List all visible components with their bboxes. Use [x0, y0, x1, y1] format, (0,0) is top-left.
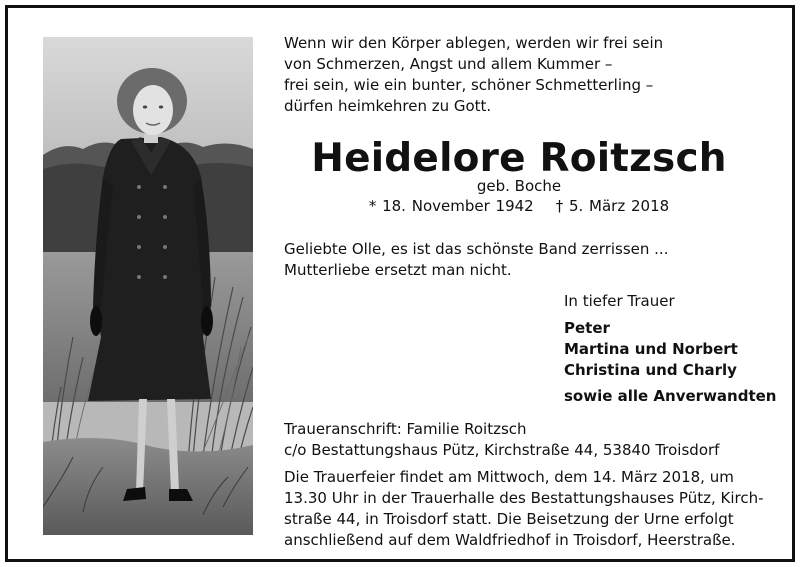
ceremony-line: Die Trauerfeier findet am Mittwoch, dem 14. März 2018, um	[284, 468, 734, 486]
mourners-block	[564, 291, 794, 407]
mourner-name: Peter	[564, 319, 610, 337]
death-date: † 5. März 2018	[555, 197, 670, 215]
quote-line: frei sein, wie ein bunter, schöner Schmetterling –	[284, 76, 654, 94]
birth-date: * 18. November 1942	[368, 197, 534, 215]
ceremony-line: anschließend auf dem Waldfriedhof in Troisdorf, Heerstraße.	[284, 531, 736, 549]
address-line: Traueranschrift: Familie Roitzsch	[284, 420, 527, 438]
opening-quote	[284, 33, 754, 117]
quote-line: von Schmerzen, Angst und allem Kummer –	[284, 55, 613, 73]
funeral-details	[284, 467, 764, 551]
personal-verse	[284, 239, 754, 281]
quote-line: Wenn wir den Körper ablegen, werden wir frei sein	[284, 34, 664, 52]
quote-line: dürfen heimkehren zu Gott.	[284, 97, 492, 115]
mourner-name: Christina und Charly	[564, 361, 737, 379]
mourning-intro: In tiefer Trauer	[564, 292, 675, 310]
portrait-photo	[43, 37, 253, 535]
ceremony-line: 13.30 Uhr in der Trauerhalle des Bestattungshauses Pütz, Kirch-	[284, 489, 764, 507]
life-dates	[284, 196, 754, 216]
maiden-name: geb. Boche	[476, 177, 562, 195]
address-line: c/o Bestattungshaus Pütz, Kirchstraße 44, 53840 Troisdorf	[284, 441, 720, 459]
deceased-name: Heidelore Roitzsch	[311, 136, 727, 181]
obituary-notice	[5, 5, 795, 562]
mourner-name: Martina und Norbert	[564, 340, 738, 358]
ceremony-line: straße 44, in Troisdorf statt. Die Beisetzung der Urne erfolgt	[284, 510, 734, 528]
condolence-address	[284, 419, 764, 461]
verse-line: Mutterliebe ersetzt man nicht.	[284, 261, 512, 279]
mourners-closing: sowie alle Anverwandten	[564, 387, 777, 405]
verse-line: Geliebte Olle, es ist das schönste Band zerrissen ...	[284, 240, 669, 258]
